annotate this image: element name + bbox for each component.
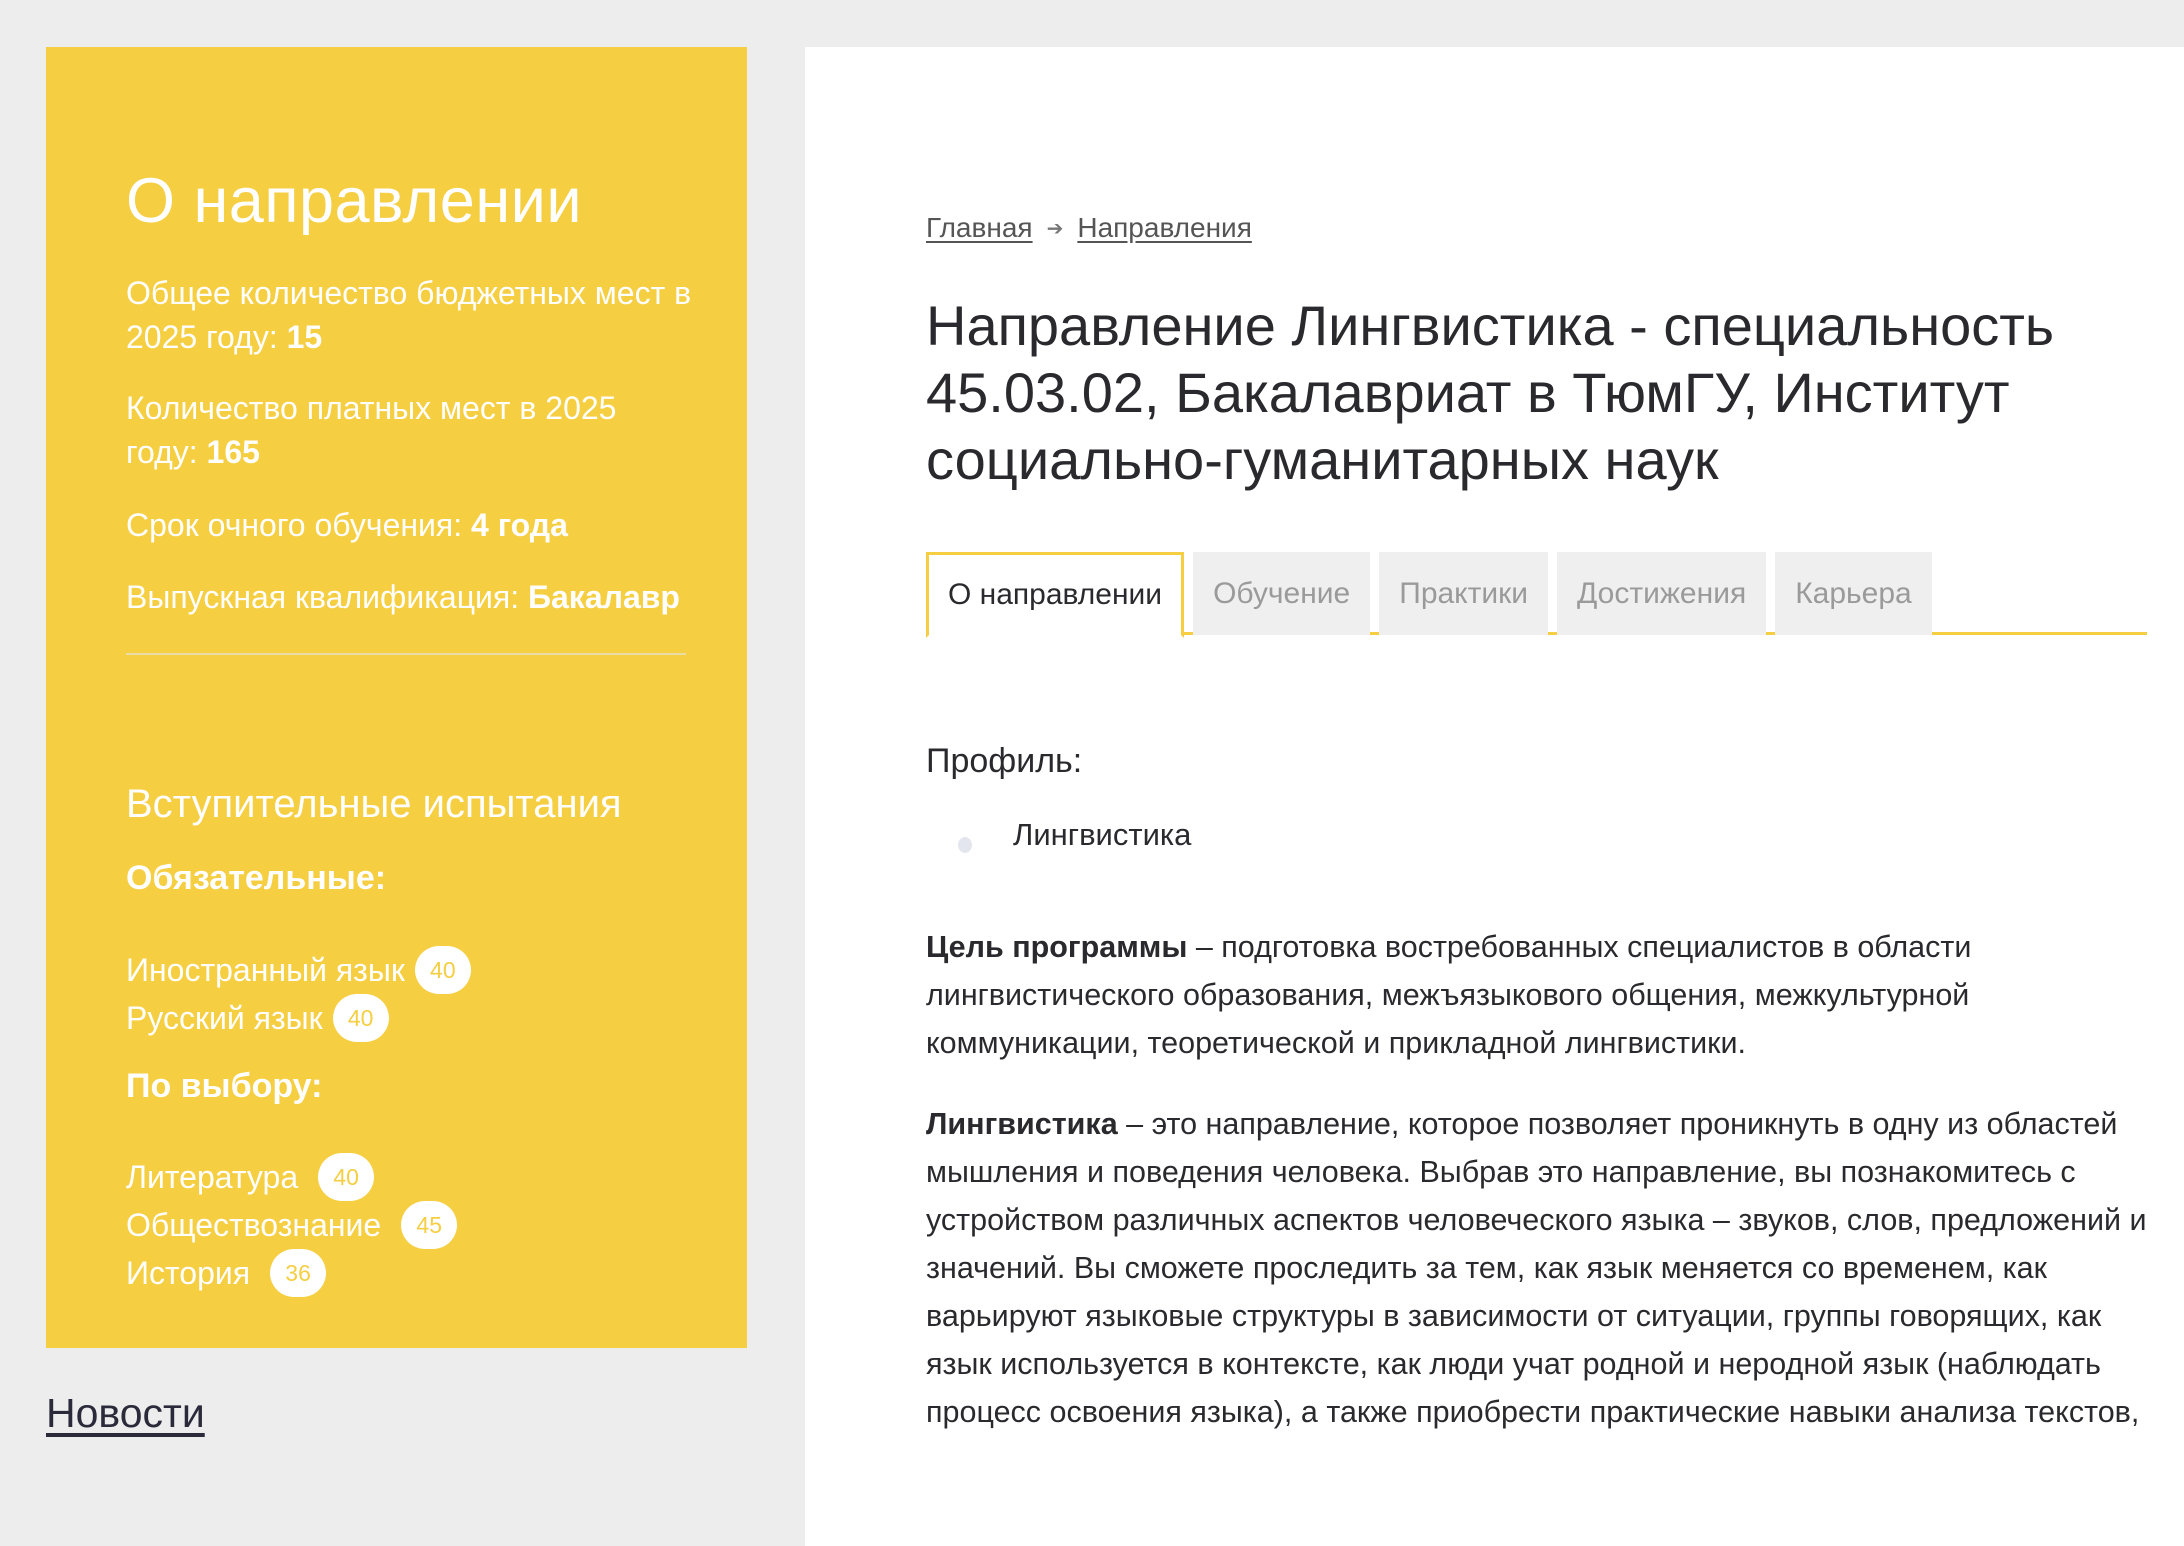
panel-title: О направлении xyxy=(126,166,583,236)
exam-name: Русский язык xyxy=(126,999,323,1036)
direction-info-panel xyxy=(46,47,747,1348)
exam-item xyxy=(126,1153,374,1201)
budget-value: 15 xyxy=(286,319,323,355)
tab-bar xyxy=(926,552,2147,635)
exam-item xyxy=(126,994,389,1042)
qualification-label: Выпускная квалификация: xyxy=(126,579,528,615)
optional-label: По выбору: xyxy=(126,1067,323,1105)
min-score-badge: 36 xyxy=(270,1249,326,1297)
exam-item xyxy=(126,1249,326,1297)
profile-item: Лингвистика xyxy=(1013,817,1192,852)
news-link[interactable]: Новости xyxy=(46,1390,205,1436)
min-score-badge: 45 xyxy=(401,1201,457,1249)
required-label: Обязательные: xyxy=(126,859,387,897)
tab-career[interactable]: Карьера xyxy=(1775,552,1932,635)
exam-name: Литература xyxy=(126,1158,299,1195)
profile-label: Профиль: xyxy=(926,742,1083,780)
bullet-icon xyxy=(958,837,972,853)
qualification xyxy=(126,575,696,619)
paid-places xyxy=(126,386,696,474)
duration-value: 4 года xyxy=(471,507,568,543)
main-content xyxy=(805,47,2184,1546)
tab-about[interactable]: О направлении xyxy=(926,552,1184,638)
breadcrumb-home-link[interactable]: Главная xyxy=(926,212,1033,243)
tab-education[interactable]: Обучение xyxy=(1193,552,1370,635)
exams-title: Вступительные испытания xyxy=(126,782,622,826)
tab-achievements[interactable]: Достижения xyxy=(1557,552,1766,635)
description-term: Лингвистика xyxy=(926,1107,1118,1141)
divider xyxy=(126,653,686,655)
qualification-value: Бакалавр xyxy=(528,579,680,615)
study-duration xyxy=(126,503,696,547)
breadcrumb xyxy=(926,212,1252,244)
budget-places xyxy=(126,271,696,359)
exam-item xyxy=(126,946,471,994)
description-paragraph xyxy=(926,1100,2166,1436)
goal-paragraph xyxy=(926,923,2166,1067)
exam-name: Обществознание xyxy=(126,1206,382,1243)
page-title: Направление Лингвистика - специальность 45.03.02, Бакалавриат в ТюмГУ, Институт социально-гуманитарных наук xyxy=(926,294,2055,491)
min-score-badge: 40 xyxy=(318,1153,374,1201)
arrow-right-icon: ➔ xyxy=(1046,217,1064,240)
duration-label: Срок очного обучения: xyxy=(126,507,472,543)
exam-name: История xyxy=(126,1254,251,1291)
paid-value: 165 xyxy=(206,434,260,470)
budget-label: Общее количество бюджетных мест в 2025 году: xyxy=(126,275,692,355)
breadcrumb-directions-link[interactable]: Направления xyxy=(1077,212,1252,243)
exam-item xyxy=(126,1201,457,1249)
goal-term: Цель программы xyxy=(926,930,1188,964)
min-score-badge: 40 xyxy=(333,994,389,1042)
exam-name: Иностранный язык xyxy=(126,951,405,988)
paid-label: Количество платных мест в 2025 году: xyxy=(126,390,617,470)
tab-practice[interactable]: Практики xyxy=(1379,552,1548,635)
goal-text: – подготовка востребованных специалистов в области лингвистического образования, межъязыкового общения, межкультурной коммуникации, теоретической и прикладной лингвистики. xyxy=(926,930,1972,1060)
description-text: – это направление, которое позволяет проникнуть в одну из областей мышления и поведения человека. Выбрав это направление, вы познакомитесь с устройством различных аспектов человеческого языка – звуков, слов, предложений и значений. Вы сможете проследить за тем, как язык меняется со временем, как варьируют языковые структуры в зависимости от ситуации, группы говорящих, как язык используется в контексте, как люди учат родной и неродной язык (наблюдать процесс освоения языка), а также приобрести практические навыки анализа текстов, xyxy=(926,1107,2147,1429)
min-score-badge: 40 xyxy=(415,946,471,994)
